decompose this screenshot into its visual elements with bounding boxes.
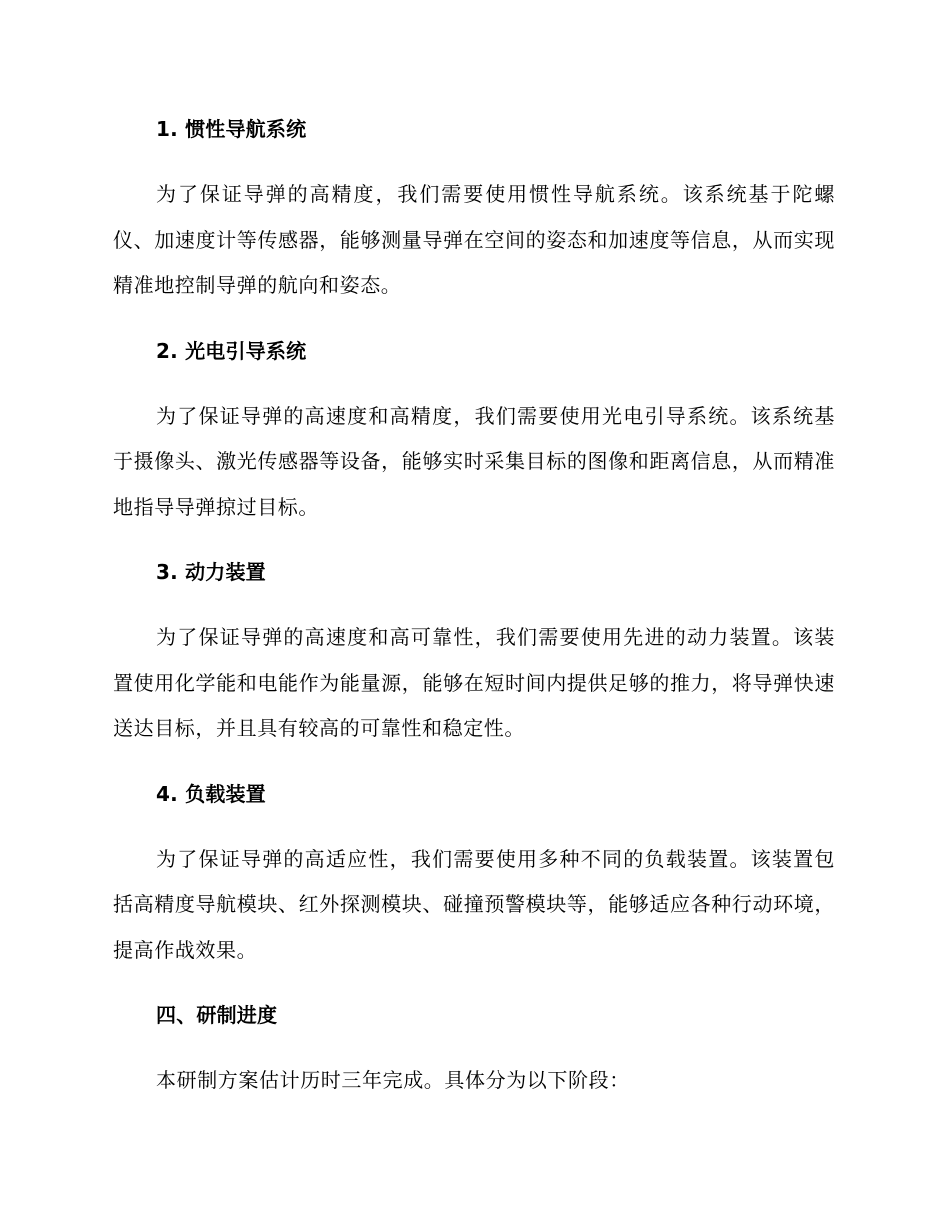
section-heading: 四、研制进度 [156,1003,278,1027]
section-electro-optical-guidance [113,334,835,531]
section-inertial-navigation [113,112,835,309]
section-payload-unit [113,777,835,974]
section-paragraph: 为了保证导弹的高速度和高可靠性，我们需要使用先进的动力装置。该装置使用化学能和电能作为能量源，能够在短时间内提供足够的推力，将导弹快速送达目标，并且具有较高的可靠性和稳定性。 [113,625,835,740]
document-body [113,112,835,1129]
section-development-schedule [113,998,835,1104]
section-heading: 3. 动力装置 [156,560,266,584]
section-paragraph: 为了保证导弹的高精度，我们需要使用惯性导航系统。该系统基于陀螺仪、加速度计等传感器，能够测量导弹在空间的姿态和加速度等信息，从而实现精准地控制导弹的航向和姿态。 [113,182,835,297]
section-heading: 4. 负载装置 [156,781,266,806]
section-power-unit [113,555,835,752]
section-paragraph: 为了保证导弹的高速度和高精度，我们需要使用光电引导系统。该系统基于摄像头、激光传感器等设备，能够实时采集目标的图像和距离信息，从而精准地指导导弹掠过目标。 [113,403,835,519]
section-heading: 2. 光电引导系统 [156,338,307,363]
section-paragraph: 为了保证导弹的高适应性，我们需要使用多种不同的负载装置。该装置包括高精度导航模块、红外探测模块、碰撞预警模块等，能够适应各种行动环境，提高作战效果。 [113,846,835,962]
section-paragraph: 本研制方案估计历时三年完成。具体分为以下阶段： [156,1068,630,1092]
section-heading: 1. 惯性导航系统 [156,117,307,141]
